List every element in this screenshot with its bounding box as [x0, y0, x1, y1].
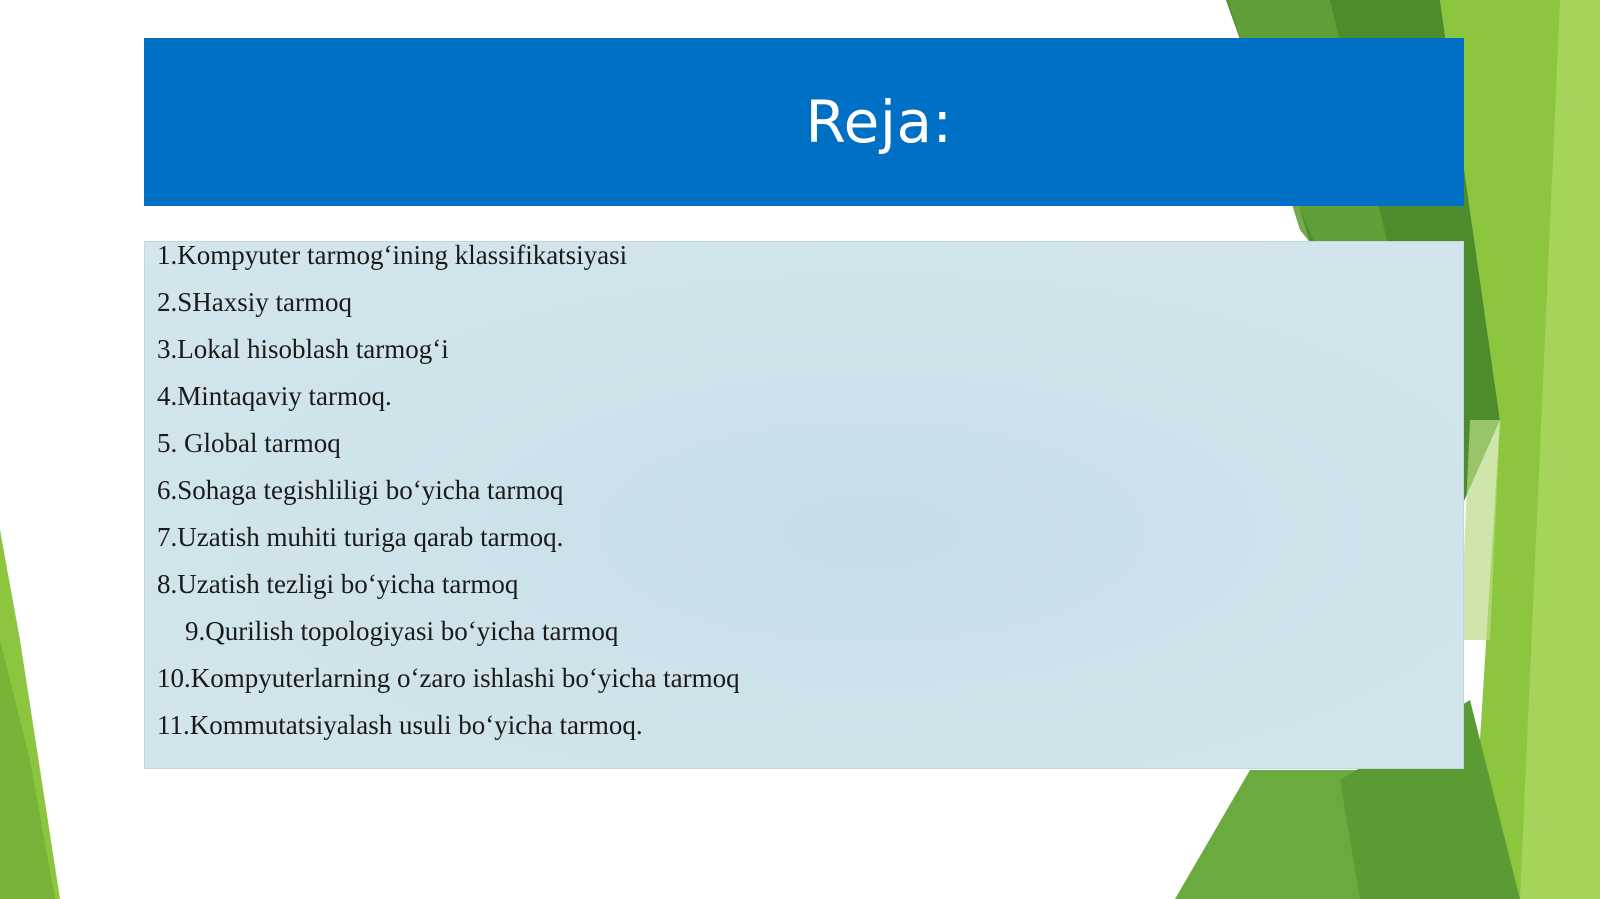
slide-title: Reja:: [805, 88, 953, 156]
list-item: 3.Lokal hisoblash tarmog‘i: [157, 334, 449, 364]
list-item: 10.Kompyuterlarning o‘zaro ishlashi bo‘yicha tarmoq: [157, 663, 740, 693]
list-item: 9.Qurilish topologiyasi bo‘yicha tarmoq: [185, 616, 619, 646]
list-item: 11.Kommutatsiyalash usuli bo‘yicha tarmoq.: [157, 710, 643, 740]
list-item: 7.Uzatish muhiti turiga qarab tarmoq.: [157, 522, 564, 552]
content-box: [144, 241, 1464, 769]
title-bar: [144, 38, 1464, 206]
list-item: 2.SHaxsiy tarmoq: [157, 287, 352, 317]
list-item: 4.Mintaqaviy tarmoq.: [157, 381, 392, 411]
plan-list: [157, 242, 740, 749]
green-facet-left-dark: [0, 640, 55, 899]
list-item: 6.Sohaga tegishliligi bo‘yicha tarmoq: [157, 475, 564, 505]
list-item: 8.Uzatish tezligi bo‘yicha tarmoq: [157, 569, 519, 599]
list-item: 1.Kompyuter tarmog‘ining klassifikatsiyasi: [157, 240, 628, 270]
list-item: 5. Global tarmoq: [157, 428, 341, 458]
